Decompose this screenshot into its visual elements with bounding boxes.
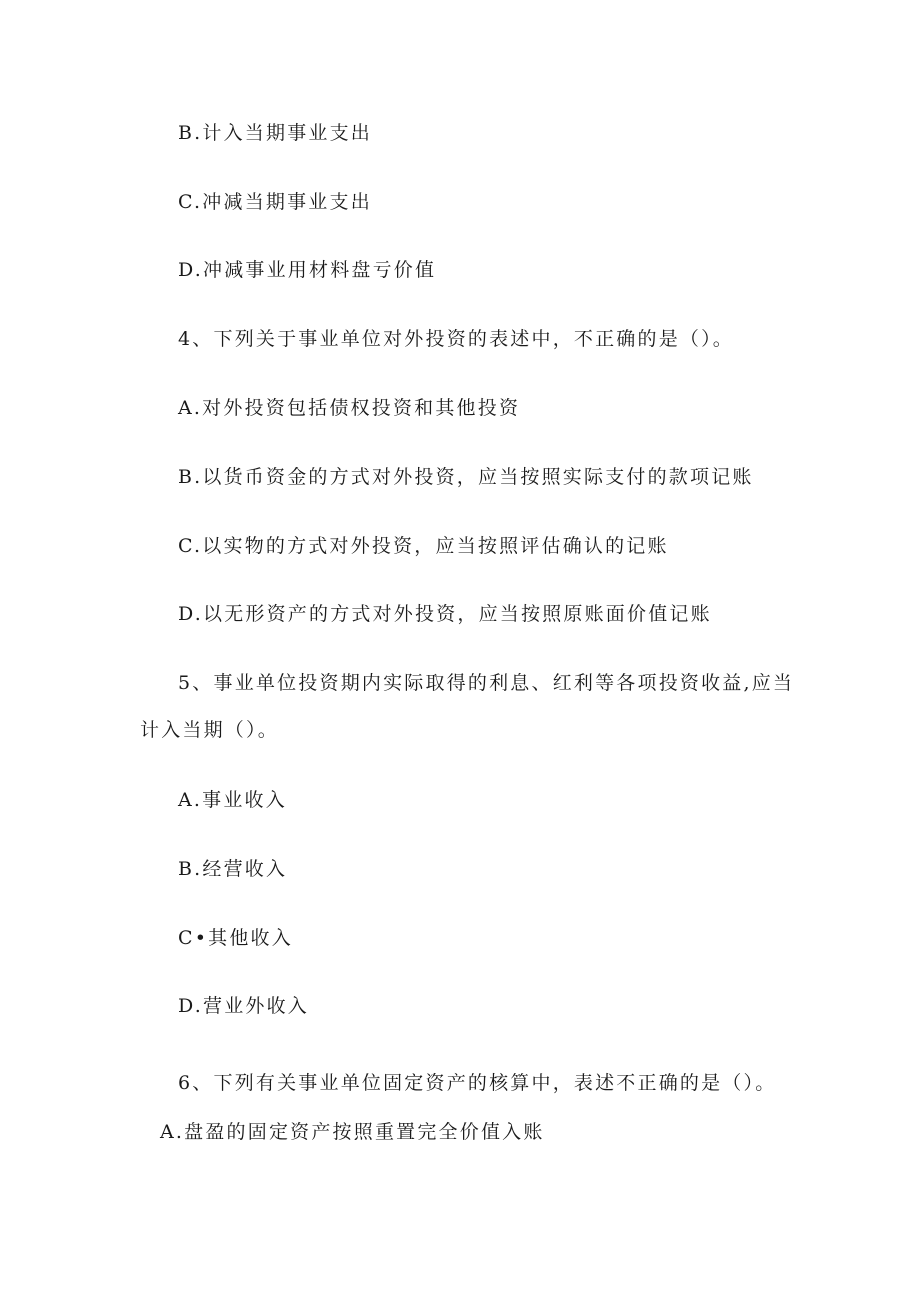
option-4c: C.以实物的方式对外投资，应当按照评估确认的记账 xyxy=(178,535,669,557)
question-4: 4、下列关于事业单位对外投资的表述中，不正确的是（）。 xyxy=(178,328,734,350)
option-6a: A.盘盈的固定资产按照重置完全价值入账 xyxy=(160,1121,545,1143)
option-5d: D.营业外收入 xyxy=(178,995,309,1017)
option-5c: C•其他收入 xyxy=(178,927,293,949)
option-3d: D.冲减事业用材料盘亏价值 xyxy=(178,259,437,281)
option-3c: C.冲减当期事业支出 xyxy=(178,191,372,213)
option-3b: B.计入当期事业支出 xyxy=(178,122,373,144)
option-4d: D.以无形资产的方式对外投资，应当按照原账面价值记账 xyxy=(178,603,712,625)
option-4a: A.对外投资包括债权投资和其他投资 xyxy=(178,397,521,419)
question-5-line-1: 5、事业单位投资期内实际取得的利息、红利等各项投资收益,应当 xyxy=(178,672,795,694)
option-4b: B.以货币资金的方式对外投资，应当按照实际支付的款项记账 xyxy=(178,466,754,488)
option-5a: A.事业收入 xyxy=(178,789,287,811)
option-5b: B.经营收入 xyxy=(178,858,288,880)
question-6: 6、下列有关事业单位固定资产的核算中，表述不正确的是（）。 xyxy=(178,1072,777,1094)
question-5-line-2: 计入当期（）。 xyxy=(140,719,279,741)
